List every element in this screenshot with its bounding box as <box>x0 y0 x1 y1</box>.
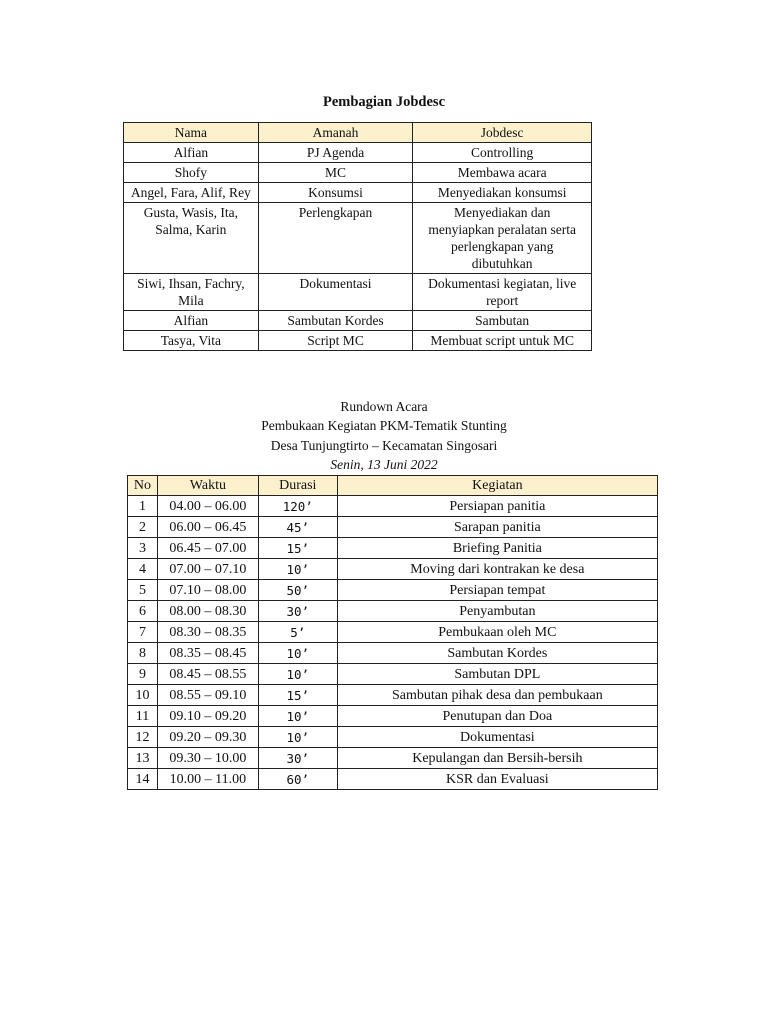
durasi-cell: 30’ <box>258 601 337 622</box>
nama-cell: Tasya, Vita <box>124 331 259 351</box>
no-cell: 8 <box>128 643 158 664</box>
durasi-cell: 50’ <box>258 580 337 601</box>
durasi-cell: 10’ <box>258 706 337 727</box>
durasi-cell: 15’ <box>258 538 337 559</box>
waktu-cell: 08.45 – 08.55 <box>157 664 258 685</box>
waktu-cell: 07.10 – 08.00 <box>157 580 258 601</box>
table-row <box>128 580 658 601</box>
jobdesc-cell: Membawa acara <box>413 163 592 183</box>
kegiatan-cell: Sambutan DPL <box>337 664 657 685</box>
waktu-cell: 10.00 – 11.00 <box>157 769 258 790</box>
table-row <box>124 163 592 183</box>
nama-cell: Shofy <box>124 163 259 183</box>
no-cell: 6 <box>128 601 158 622</box>
no-cell: 11 <box>128 706 158 727</box>
table-row <box>124 331 592 351</box>
table-row <box>128 622 658 643</box>
durasi-cell: 60’ <box>258 769 337 790</box>
table-row <box>128 727 658 748</box>
waktu-cell: 07.00 – 07.10 <box>157 559 258 580</box>
waktu-cell: 04.00 – 06.00 <box>157 496 258 517</box>
jobdesc-cell: Dokumentasi kegiatan, live report <box>413 274 592 311</box>
table-row <box>128 664 658 685</box>
jobdesc-table <box>123 122 592 351</box>
waktu-cell: 08.35 – 08.45 <box>157 643 258 664</box>
waktu-cell: 08.30 – 08.35 <box>157 622 258 643</box>
durasi-cell: 120’ <box>258 496 337 517</box>
durasi-cell: 5’ <box>258 622 337 643</box>
kegiatan-cell: Penyambutan <box>337 601 657 622</box>
header-no: No <box>128 476 158 496</box>
table-row <box>128 496 658 517</box>
nama-cell: Gusta, Wasis, Ita, Salma, Karin <box>124 203 259 274</box>
durasi-cell: 10’ <box>258 643 337 664</box>
amanah-cell: PJ Agenda <box>258 143 413 163</box>
no-cell: 2 <box>128 517 158 538</box>
kegiatan-cell: Pembukaan oleh MC <box>337 622 657 643</box>
nama-cell: Alfian <box>124 311 259 331</box>
table-row <box>128 517 658 538</box>
durasi-cell: 10’ <box>258 559 337 580</box>
rundown-subtitle: Pembukaan Kegiatan PKM-Tematik Stunting <box>261 418 507 433</box>
header-durasi: Durasi <box>258 476 337 496</box>
table-row <box>124 183 592 203</box>
nama-cell: Siwi, Ihsan, Fachry, Mila <box>124 274 259 311</box>
no-cell: 13 <box>128 748 158 769</box>
kegiatan-cell: Sambutan Kordes <box>337 643 657 664</box>
nama-cell: Angel, Fara, Alif, Rey <box>124 183 259 203</box>
no-cell: 5 <box>128 580 158 601</box>
kegiatan-cell: Sambutan pihak desa dan pembukaan <box>337 685 657 706</box>
kegiatan-cell: KSR dan Evaluasi <box>337 769 657 790</box>
amanah-cell: Konsumsi <box>258 183 413 203</box>
jobdesc-cell: Menyediakan dan menyiapkan peralatan serta perlengkapan yang dibutuhkan <box>413 203 592 274</box>
amanah-cell: Dokumentasi <box>258 274 413 311</box>
no-cell: 12 <box>128 727 158 748</box>
waktu-cell: 06.45 – 07.00 <box>157 538 258 559</box>
table-row <box>128 748 658 769</box>
rundown-date: Senin, 13 Juni 2022 <box>330 457 438 472</box>
waktu-cell: 09.20 – 09.30 <box>157 727 258 748</box>
table-row <box>124 143 592 163</box>
header-waktu: Waktu <box>157 476 258 496</box>
rundown-title: Rundown Acara <box>340 399 428 414</box>
kegiatan-cell: Sarapan panitia <box>337 517 657 538</box>
durasi-cell: 15’ <box>258 685 337 706</box>
table-row <box>124 274 592 311</box>
kegiatan-cell: Dokumentasi <box>337 727 657 748</box>
table-row <box>128 685 658 706</box>
kegiatan-cell: Persiapan panitia <box>337 496 657 517</box>
waktu-cell: 08.00 – 08.30 <box>157 601 258 622</box>
rundown-location: Desa Tunjungtirto – Kecamatan Singosari <box>270 438 498 453</box>
table-row <box>128 706 658 727</box>
jobdesc-cell: Sambutan <box>413 311 592 331</box>
table-row <box>128 769 658 790</box>
kegiatan-cell: Briefing Panitia <box>337 538 657 559</box>
no-cell: 9 <box>128 664 158 685</box>
jobdesc-title: Pembagian Jobdesc <box>322 94 446 110</box>
header-kegiatan: Kegiatan <box>337 476 657 496</box>
amanah-cell: Sambutan Kordes <box>258 311 413 331</box>
kegiatan-cell: Kepulangan dan Bersih-bersih <box>337 748 657 769</box>
table-row <box>124 311 592 331</box>
table-row <box>128 601 658 622</box>
jobdesc-cell: Controlling <box>413 143 592 163</box>
no-cell: 3 <box>128 538 158 559</box>
kegiatan-cell: Penutupan dan Doa <box>337 706 657 727</box>
kegiatan-cell: Persiapan tempat <box>337 580 657 601</box>
header-nama: Nama <box>124 123 259 143</box>
jobdesc-cell: Membuat script untuk MC <box>413 331 592 351</box>
waktu-cell: 08.55 – 09.10 <box>157 685 258 706</box>
no-cell: 10 <box>128 685 158 706</box>
amanah-cell: Script MC <box>258 331 413 351</box>
rundown-table <box>127 475 658 790</box>
durasi-cell: 30’ <box>258 748 337 769</box>
no-cell: 14 <box>128 769 158 790</box>
waktu-cell: 09.30 – 10.00 <box>157 748 258 769</box>
durasi-cell: 10’ <box>258 664 337 685</box>
durasi-cell: 10’ <box>258 727 337 748</box>
header-jobdesc: Jobdesc <box>413 123 592 143</box>
amanah-cell: Perlengkapan <box>258 203 413 274</box>
waktu-cell: 09.10 – 09.20 <box>157 706 258 727</box>
table-row <box>128 559 658 580</box>
kegiatan-cell: Moving dari kontrakan ke desa <box>337 559 657 580</box>
table-row <box>128 643 658 664</box>
waktu-cell: 06.00 – 06.45 <box>157 517 258 538</box>
jobdesc-header-row <box>124 123 592 143</box>
no-cell: 7 <box>128 622 158 643</box>
no-cell: 4 <box>128 559 158 580</box>
rundown-header-row <box>128 476 658 496</box>
table-row <box>128 538 658 559</box>
nama-cell: Alfian <box>124 143 259 163</box>
header-amanah: Amanah <box>258 123 413 143</box>
table-row <box>124 203 592 274</box>
no-cell: 1 <box>128 496 158 517</box>
jobdesc-cell: Menyediakan konsumsi <box>413 183 592 203</box>
durasi-cell: 45’ <box>258 517 337 538</box>
amanah-cell: MC <box>258 163 413 183</box>
